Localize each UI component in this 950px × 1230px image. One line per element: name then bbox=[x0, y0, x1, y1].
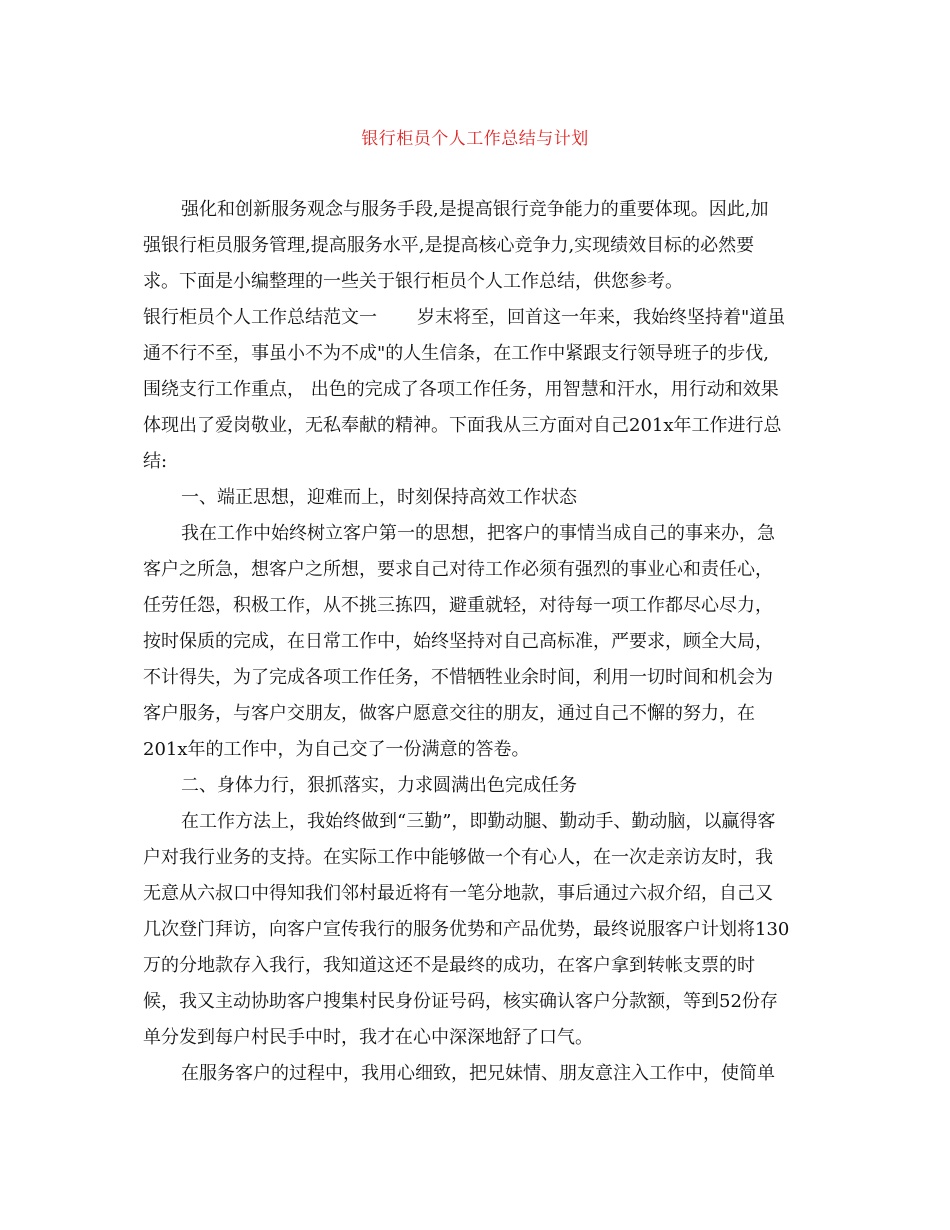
paragraph-line: 在工作方法上，我始终做到“三勤”，即勤动腿、勤动手、勤动脑，以赢得客 bbox=[181, 811, 776, 832]
paragraph-line: 体现出了爱岗敬业，无私奉献的精神。下面我从三方面对自己201x年工作进行总 bbox=[143, 415, 782, 436]
paragraph-line: 按时保质的完成，在日常工作中，始终坚持对自己高标准，严要求，顾全大局， bbox=[143, 631, 773, 652]
paragraph-line: 强化和创新服务观念与服务手段,是提高银行竞争能力的重要体现。因此,加 bbox=[181, 199, 769, 220]
paragraph-line: 单分发到每户村民手中时，我才在心中深深地舒了口气。 bbox=[143, 1027, 593, 1048]
section-heading: 银行柜员个人工作总结范文一 bbox=[143, 307, 377, 328]
paragraph-line-with-heading bbox=[143, 306, 823, 330]
paragraph-line: 我在工作中始终树立客户第一的思想，把客户的事情当成自己的事来办，急 bbox=[181, 523, 775, 544]
paragraph-line: 结: bbox=[143, 451, 168, 472]
section-heading: 二、身体力行，狠抓落实，力求圆满出色完成任务 bbox=[181, 775, 577, 796]
paragraph-line: 围绕支行工作重点， 出色的完成了各项工作任务，用智慧和汗水，用行动和效果 bbox=[143, 379, 779, 400]
paragraph-line: 万的分地款存入我行，我知道这还不是最终的成功，在客户拿到转帐支票的时 bbox=[143, 955, 755, 976]
paragraph-text: 岁末将至，回首这一年来，我始终坚持着"道虽 bbox=[417, 307, 786, 328]
paragraph-line: 客户服务，与客户交朋友，做客户愿意交往的朋友，通过自己不懈的努力，在 bbox=[143, 703, 755, 724]
paragraph-line: 不计得失，为了完成各项工作任务，不惜牺牲业余时间，利用一切时间和机会为 bbox=[143, 667, 773, 688]
paragraph-line: 通不行不至，事虽小不为不成"的人生信条，在工作中紧跟支行领导班子的步伐, bbox=[143, 343, 769, 364]
paragraph-line: 几次登门拜访，向客户宣传我行的服务优势和产品优势，最终说服客户计划将130 bbox=[143, 919, 790, 940]
paragraph-line: 201x年的工作中，为自己交了一份满意的答卷。 bbox=[143, 739, 530, 760]
paragraph-line: 客户之所急，想客户之所想，要求自己对待工作必须有强烈的事业心和责任心， bbox=[143, 559, 773, 580]
paragraph-line: 任劳任怨，积极工作，从不挑三拣四，避重就轻，对待每一项工作都尽心尽力， bbox=[143, 595, 773, 616]
paragraph-line: 无意从六叔口中得知我们邻村最近将有一笔分地款，事后通过六叔介绍，自己又 bbox=[143, 883, 773, 904]
paragraph-line: 强银行柜员服务管理,提高服务水平,是提高核心竞争力,实现绩效目标的必然要 bbox=[143, 235, 755, 256]
paragraph-line: 户对我行业务的支持。在实际工作中能够做一个有心人，在一次走亲访友时，我 bbox=[143, 847, 773, 868]
paragraph-line: 在服务客户的过程中，我用心细致，把兄妹情、朋友意注入工作中，使简单 bbox=[181, 1063, 775, 1084]
paragraph-line: 求。下面是小编整理的一些关于银行柜员个人工作总结，供您参考。 bbox=[143, 271, 683, 292]
paragraph-line: 候，我又主动协助客户搜集村民身份证号码，核实确认客户分款额，等到52份存 bbox=[143, 991, 778, 1012]
document-title: 银行柜员个人工作总结与计划 bbox=[361, 129, 589, 149]
section-heading: 一、端正思想，迎难而上，时刻保持高效工作状态 bbox=[181, 487, 577, 508]
